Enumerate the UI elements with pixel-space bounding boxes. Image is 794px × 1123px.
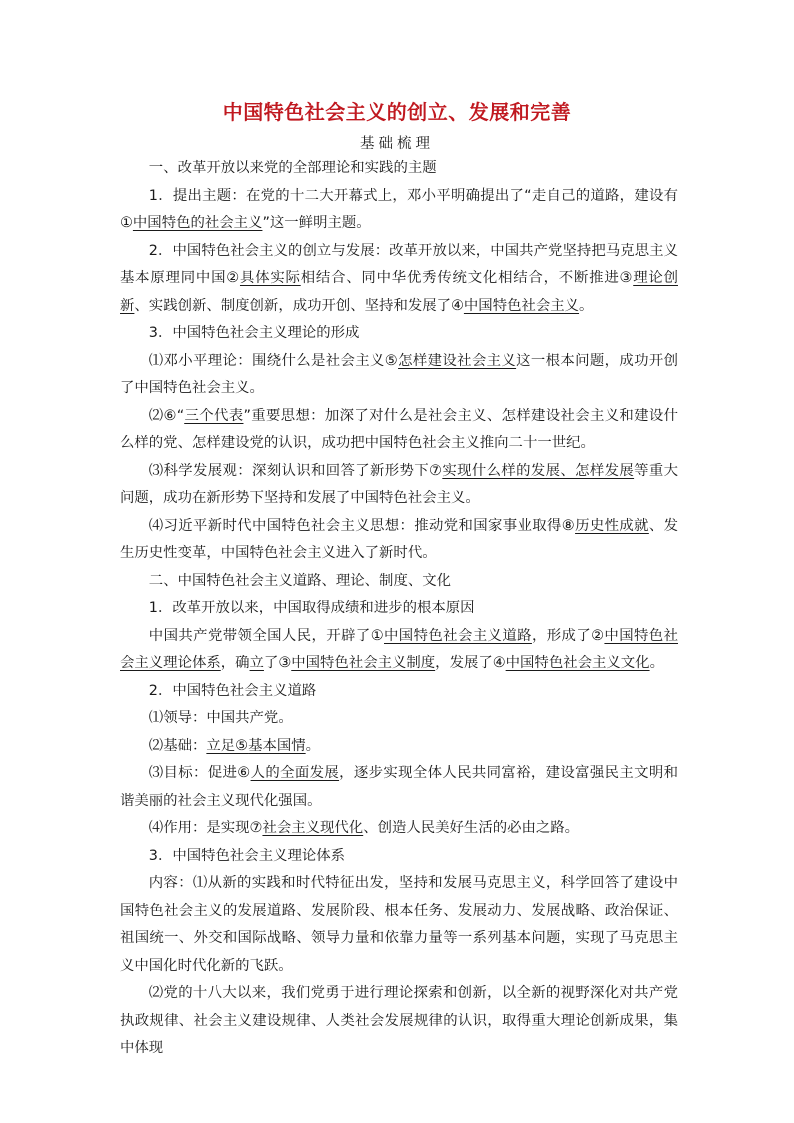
- section-subtitle: 基础梳理: [360, 136, 434, 152]
- paragraph: [120, 320, 678, 348]
- paragraph-text: 。: [305, 737, 321, 754]
- underlined-answer: 怎样建设社会主义: [398, 352, 517, 369]
- underlined-answer: 三个代表: [184, 407, 244, 424]
- paragraph: [120, 595, 678, 623]
- paragraph-text: 3．中国特色社会主义理论体系: [148, 847, 346, 864]
- paragraph-text: ，确: [220, 655, 250, 671]
- underlined-answer: 立: [249, 655, 264, 671]
- paragraph: [120, 815, 678, 843]
- paragraph-text: 二、中国特色社会主义道路、理论、制度、文化: [148, 572, 452, 589]
- underlined-answer: 历史性成就: [575, 517, 649, 534]
- paragraph-text: ，形成了②: [531, 627, 605, 644]
- paragraph-text: 2．中国特色社会主义道路: [148, 682, 317, 699]
- paragraph: [120, 155, 678, 183]
- paragraph-text: ⑷作用：是实现⑦: [148, 820, 263, 836]
- paragraph: [120, 980, 678, 1063]
- underlined-answer: 中国特色的社会主义: [132, 215, 263, 231]
- paragraph: [120, 403, 678, 458]
- paragraph: [120, 513, 678, 568]
- paragraph: [120, 678, 678, 706]
- paragraph-text: 相结合、同中华优秀传统文化相结合，不断推进③: [300, 270, 634, 286]
- paragraph-text: 2．中国特色社会主义的创立与发展：改革开放以来，中国共产党坚持把马克思主义基本原理同中国②: [120, 242, 678, 286]
- paragraph: [120, 183, 678, 238]
- underlined-answer: 社会主义现代化: [262, 820, 364, 836]
- paragraph-text: 这一根本问题，成功开创了中国特色社会主义。: [120, 352, 678, 396]
- paragraph-text: 等重大问题，成功在新形势下坚持和发展了中国特色社会主义。: [120, 462, 678, 506]
- paragraph-text: 一、改革开放以来党的全部理论和实践的主题: [148, 160, 437, 176]
- paragraph-text: ⑴领导：中国共产党。: [148, 710, 293, 726]
- paragraph: [120, 623, 678, 678]
- paragraph-text: ，发展了④: [435, 655, 506, 671]
- underlined-answer: 实现什么样的发展、怎样发展: [442, 462, 635, 479]
- paragraph-text: 1．改革开放以来，中国取得成绩和进步的根本原因: [148, 600, 475, 616]
- underlined-answer: 中国特色社会主义文化: [505, 655, 650, 671]
- paragraph-text: ⑴邓小平理论：围绕什么是社会主义⑤: [148, 352, 399, 369]
- document-body: [120, 155, 678, 1063]
- paragraph: [120, 458, 678, 513]
- paragraph-text: 3．中国特色社会主义理论的形成: [148, 325, 360, 341]
- paragraph-text: 。: [649, 655, 664, 671]
- paragraph-text: 内容：⑴从新的实践和时代特征出发，坚持和发展马克思主义，科学回答了建设中国特色社会主义的发展道路、发展阶段、根本任务、发展动力、发展战略、政治保证、祖国统一、外交和国际战略、领导力量和依靠力量等一系列基本问题，实现了马克思主义中国化时代化新的飞跃。: [120, 875, 678, 974]
- paragraph-text: ，逐步实现全体人民共同富裕，建设富强民主文明和谐美丽的社会主义现代化强国。: [120, 765, 678, 809]
- paragraph: [120, 760, 678, 815]
- paragraph: [120, 348, 678, 403]
- paragraph-text: ⑶科学发展观：深刻认识和回答了新形势下⑦: [148, 462, 443, 479]
- underlined-answer: 中国特色社会主义: [463, 297, 580, 314]
- paragraph-text: 中国共产党带领全国人民，开辟了①: [148, 627, 384, 644]
- underlined-answer: 中国特色社会主义道路: [384, 627, 532, 644]
- paragraph-text: ⑷习近平新时代中国特色社会主义思想：推动党和国家事业取得⑧: [148, 517, 576, 534]
- paragraph-text: 1．提出主题：在党的十二大开幕式上，邓小平明确提出了“走自己的道路，建设有①: [120, 187, 678, 231]
- paragraph-text: ⑵党的十八大以来，我们党勇于进行理论探索和创新，以全新的视野深化对共产党执政规律、社会主义建设规律、人类社会发展规律的认识，取得重大理论创新成果，集中体现: [120, 985, 678, 1056]
- paragraph: [120, 733, 678, 761]
- paragraph-text: ”这一鲜明主题。: [262, 215, 371, 231]
- underlined-answer: 具体实际: [239, 270, 301, 286]
- paragraph-text: 、创造人民美好生活的必由之路。: [363, 820, 580, 836]
- underlined-answer: 立足⑤: [206, 737, 249, 754]
- paragraph: [120, 843, 678, 871]
- underlined-answer: 中国特色社会主义制度: [291, 655, 436, 671]
- underlined-answer: 基本国情: [248, 737, 306, 754]
- page-title: 中国特色社会主义的创立、发展和完善: [222, 100, 572, 124]
- paragraph-text: 、实践创新、制度创新，成功开创、坚持和发展了④: [134, 297, 464, 314]
- paragraph-text: 、发生历史性变革，中国特色社会主义进入了新时代。: [120, 517, 678, 561]
- paragraph-text: ”重要思想：加深了对什么是社会主义、怎样建设社会主义和建设什么样的党、怎样建设党的认识，成功把中国特色社会主义推向二十一世纪。: [120, 407, 678, 451]
- paragraph-text: ⑵⑥“: [148, 407, 185, 424]
- paragraph-text: ⑶目标：促进⑥: [148, 765, 251, 781]
- paragraph: [120, 238, 678, 321]
- underlined-answer: 理论创新: [120, 270, 678, 314]
- paragraph: [120, 568, 678, 596]
- paragraph-text: 了③: [263, 655, 292, 671]
- paragraph-text: 。: [579, 297, 594, 314]
- underlined-answer: 中国特色社会主义理论体系: [120, 627, 678, 671]
- underlined-answer: 人的全面发展: [250, 765, 340, 781]
- paragraph: [120, 870, 678, 980]
- paragraph-text: ⑵基础：: [148, 737, 207, 754]
- paragraph: [120, 705, 678, 733]
